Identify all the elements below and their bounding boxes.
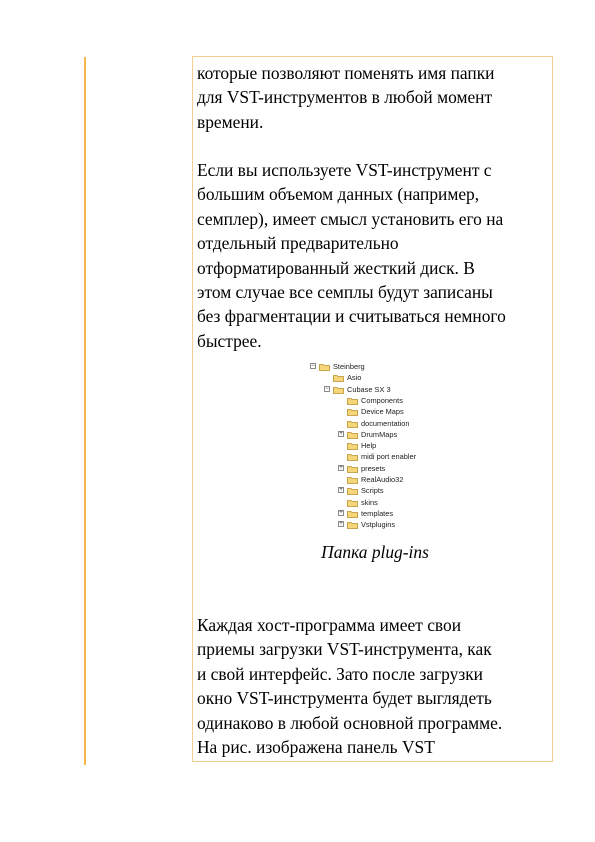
tree-node-label: DrumMaps [361,429,398,439]
text-line: быстрее. [197,330,262,351]
text-line: этом случае все семплы будут записаны [197,282,493,303]
tree-node-label: Components [361,395,403,405]
folder-icon [347,408,358,416]
text-line: для VST-инструментов в любой момент [197,87,493,108]
folder-icon [333,386,344,394]
folder-icon [333,374,344,382]
expand-icon[interactable]: + [339,487,343,494]
text-line: без фрагментации и считываться немного [197,306,506,327]
text-line: семплер), имеет смысл установить его на [197,208,504,229]
tree-node-label: Steinberg [333,362,365,371]
expand-icon[interactable]: + [339,464,343,471]
tree-node-label: Scripts [361,486,384,496]
tree-node-label: presets [361,463,386,473]
folder-icon [347,431,358,439]
tree-node-label: RealAudio32 [361,475,404,484]
text-line: На рис. изображена панель VST [197,737,435,758]
tree-node-label: Cubase SX 3 [347,384,391,394]
tree-node-label: documentation [361,418,410,428]
folder-tree-figure [310,361,430,537]
folder-icon [347,442,358,450]
text-line: времени. [197,111,264,132]
paragraph-sampler-disk [197,158,553,353]
figure-caption: Папка plug-ins [321,542,429,562]
expand-icon[interactable]: + [339,430,343,437]
folder-icon [347,397,358,405]
text-line: и свой интерфейс. Зато после загрузки [197,663,483,684]
text-line: приемы загрузки VST-инструмента, как [197,639,492,660]
folder-icon [347,510,358,518]
expand-icon[interactable]: + [339,521,343,528]
tree-node-label: Asio [347,373,362,383]
expand-icon[interactable]: + [339,509,343,516]
folder-icon [347,420,358,428]
text-line: большим объемом данных (например, [197,184,480,205]
folder-icon [319,363,330,371]
tree-node-label: Vstplugins [361,520,396,530]
tree-node-label: Help [361,441,377,451]
text-line: одинаково в любой основной программе. [197,712,503,733]
folder-icon [347,476,358,484]
collapse-icon[interactable]: − [325,385,329,392]
tree-node-label: templates [361,508,394,518]
tree-node-label: midi port enabler [361,452,417,462]
paragraph-folder-rename [197,61,553,134]
text-line: которые позволяют поменять имя папки [197,63,495,83]
folder-icon [347,521,358,529]
text-line: отформатированный жесткий диск. В [197,257,475,278]
folder-icon [347,487,358,495]
folder-icon [347,453,358,461]
collapse-icon[interactable]: − [311,363,315,369]
text-line: окно VST-инструмента будет выглядеть [197,688,492,709]
text-line: отдельный предварительно [197,233,399,254]
tree-node-label: skins [361,497,378,507]
paragraph-host-loading [197,613,553,759]
folder-icon [347,499,358,507]
text-line: Каждая хост-программа имеет свои [197,615,462,635]
text-line: Если вы используете VST-инструмент с [197,160,492,180]
folder-icon [347,465,358,473]
tree-node-label: Device Maps [361,407,404,417]
left-margin-rule [84,57,86,765]
